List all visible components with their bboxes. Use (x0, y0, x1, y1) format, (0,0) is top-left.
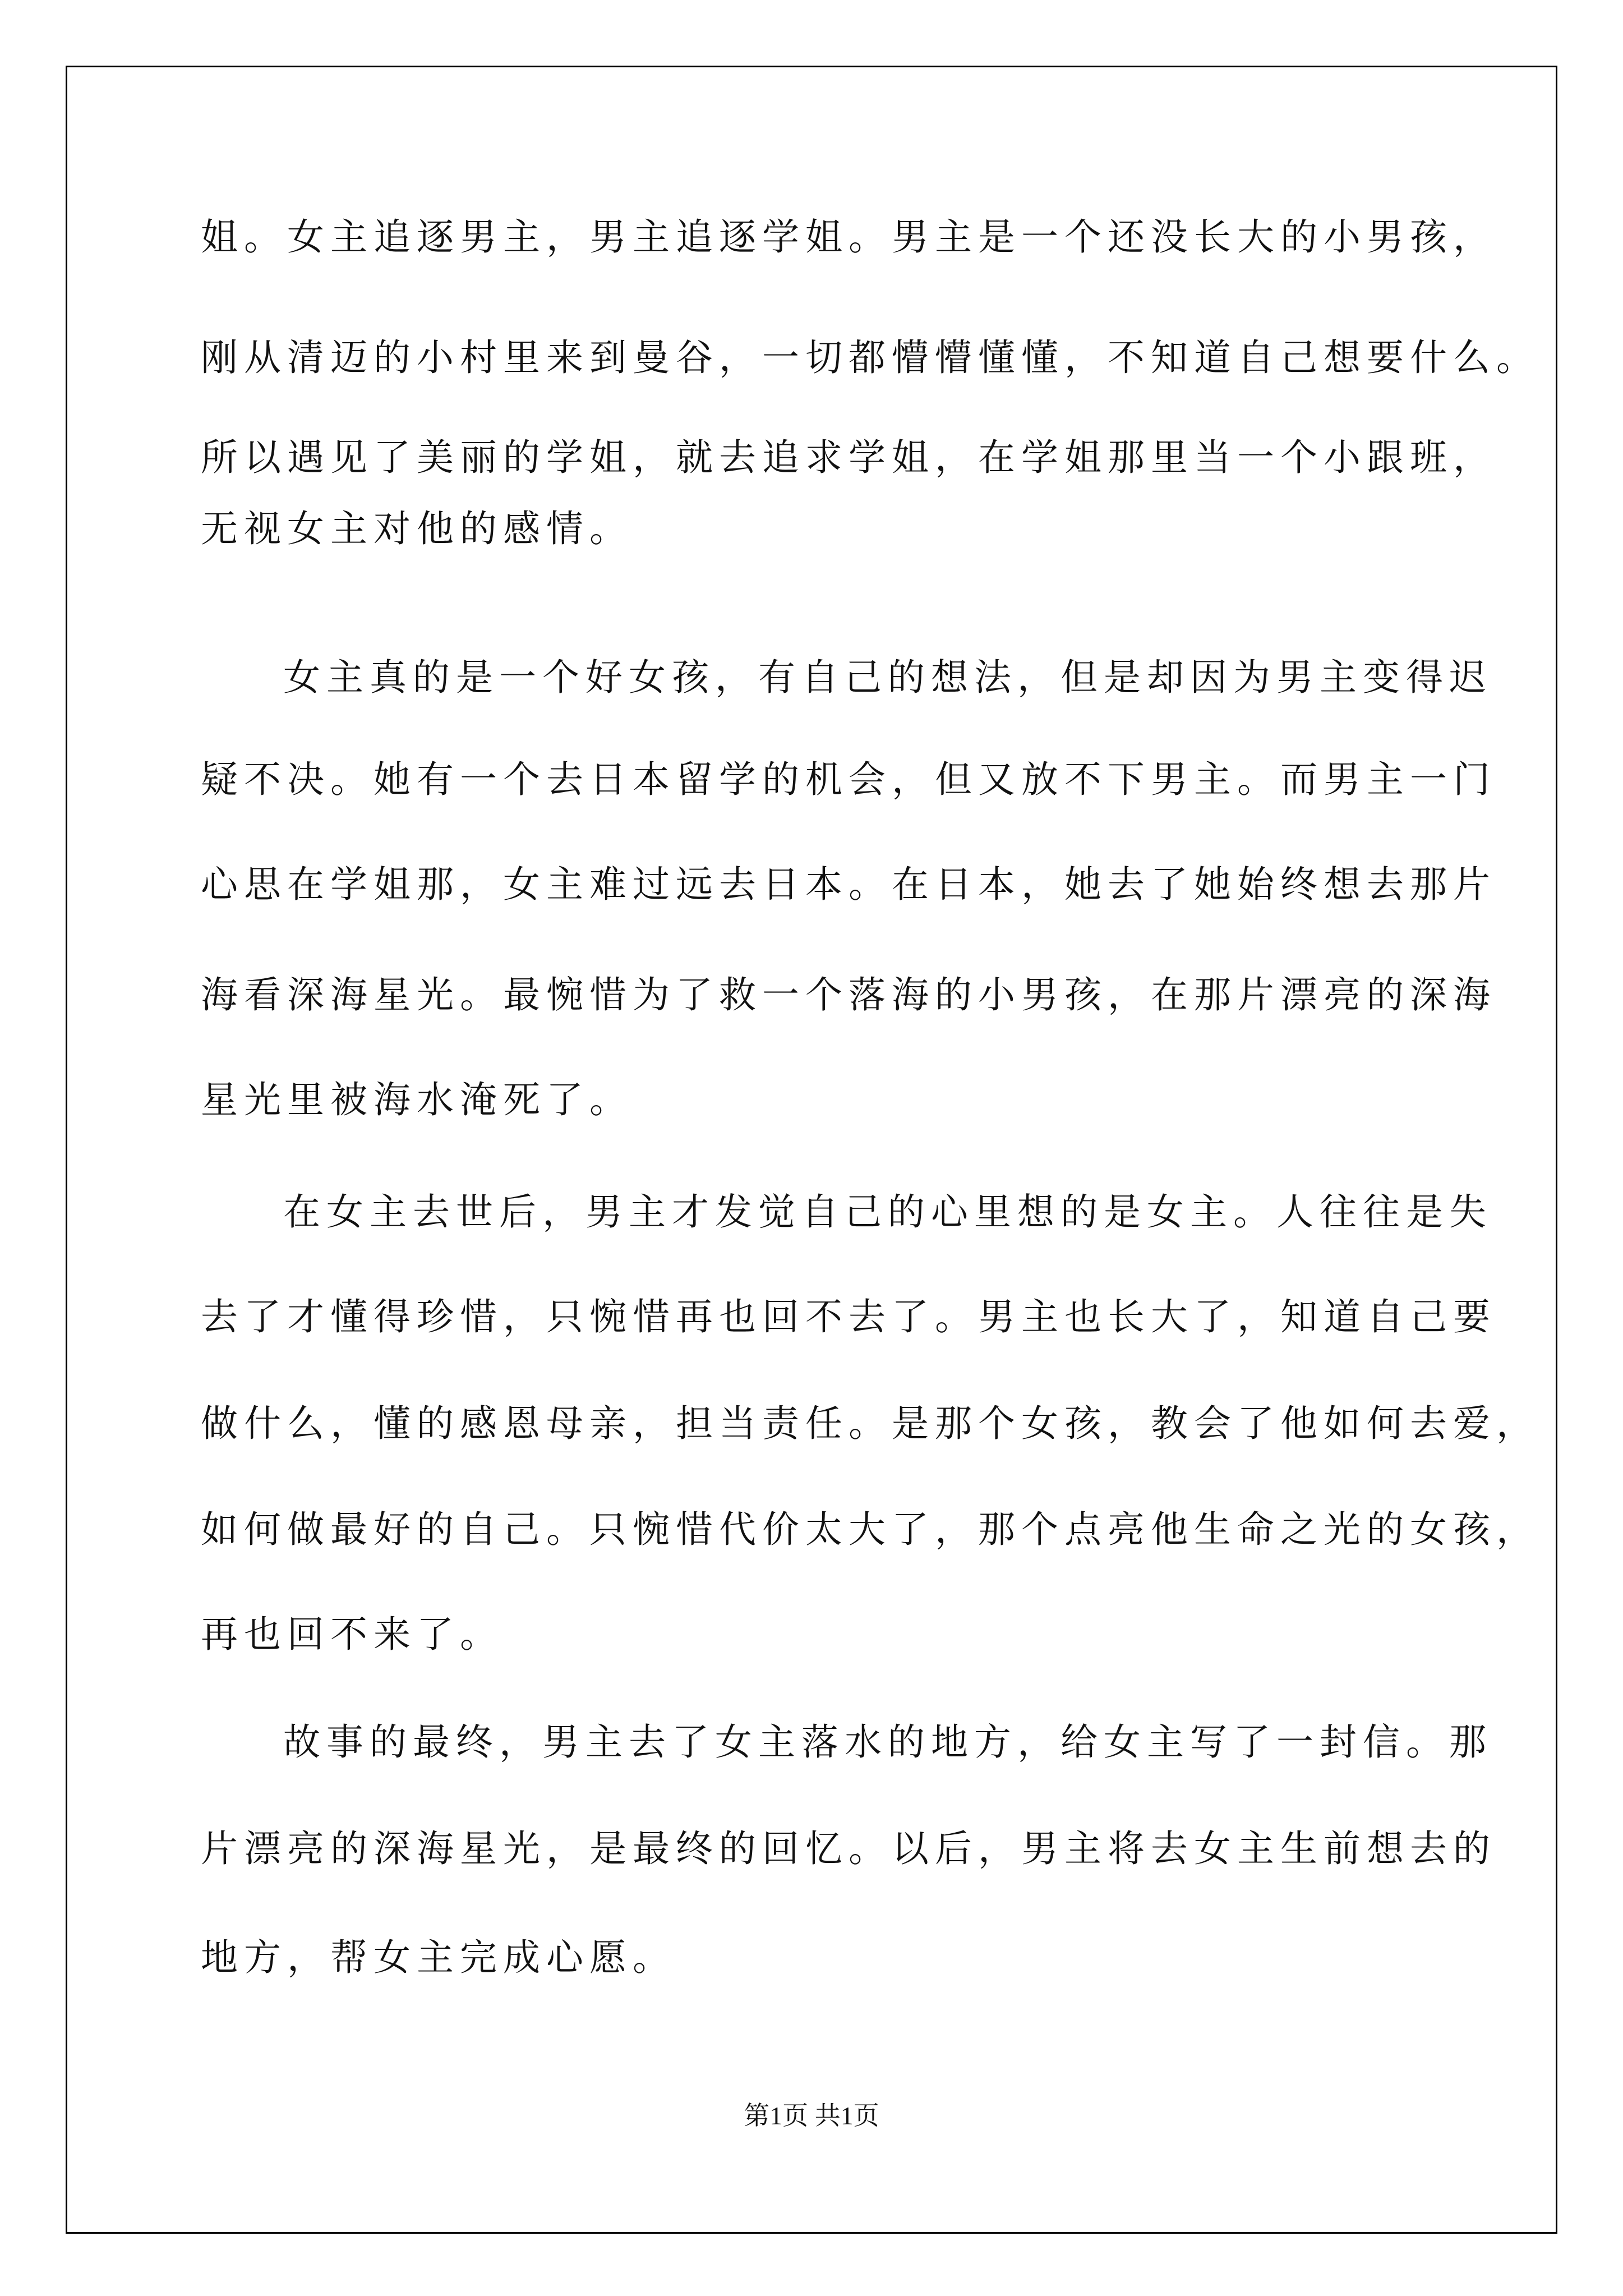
text-line-16: 片漂亮的深海星光，是最终的回忆。以后，男主将去女主生前想去的 (201, 1827, 1496, 1870)
text-line-17: 地方，帮女主完成心愿。 (201, 1936, 676, 1979)
text-line-6: 疑不决。她有一个去日本留学的机会，但又放不下男主。而男主一门 (201, 758, 1496, 801)
text-line-11: 去了才懂得珍惜，只惋惜再也回不去了。男主也长大了，知道自己要 (201, 1295, 1496, 1338)
text-line-4: 无视女主对他的感情。 (201, 507, 633, 550)
text-line-5: 女主真的是一个好女孩，有自己的想法，但是却因为男主变得迟 (283, 656, 1492, 699)
text-line-1: 姐。女主追逐男主，男主追逐学姐。男主是一个还没长大的小男孩， (201, 215, 1496, 259)
page-number-footer: 第1页 共1页 (744, 2101, 879, 2130)
text-line-15: 故事的最终，男主去了女主落水的地方，给女主写了一封信。那 (283, 1720, 1492, 1764)
text-line-7: 心思在学姐那，女主难过远去日本。在日本，她去了她始终想去那片 (201, 863, 1496, 906)
text-line-9: 星光里被海水淹死了。 (201, 1078, 633, 1121)
text-line-8: 海看深海星光。最惋惜为了救一个落海的小男孩，在那片漂亮的深海 (201, 973, 1496, 1016)
text-line-12: 做什么，懂的感恩母亲，担当责任。是那个女孩，教会了他如何去爱， (201, 1402, 1539, 1445)
text-line-14: 再也回不来了。 (201, 1613, 503, 1656)
page-border (66, 66, 1557, 2234)
text-line-10: 在女主去世后，男主才发觉自己的心里想的是女主。人往往是失 (283, 1190, 1492, 1234)
text-line-3: 所以遇见了美丽的学姐，就去追求学姐，在学姐那里当一个小跟班， (201, 436, 1496, 479)
text-line-2: 刚从清迈的小村里来到曼谷，一切都懵懵懂懂，不知道自己想要什么。 (201, 336, 1539, 379)
text-line-13: 如何做最好的自己。只惋惜代价太大了，那个点亮他生命之光的女孩， (201, 1508, 1539, 1551)
